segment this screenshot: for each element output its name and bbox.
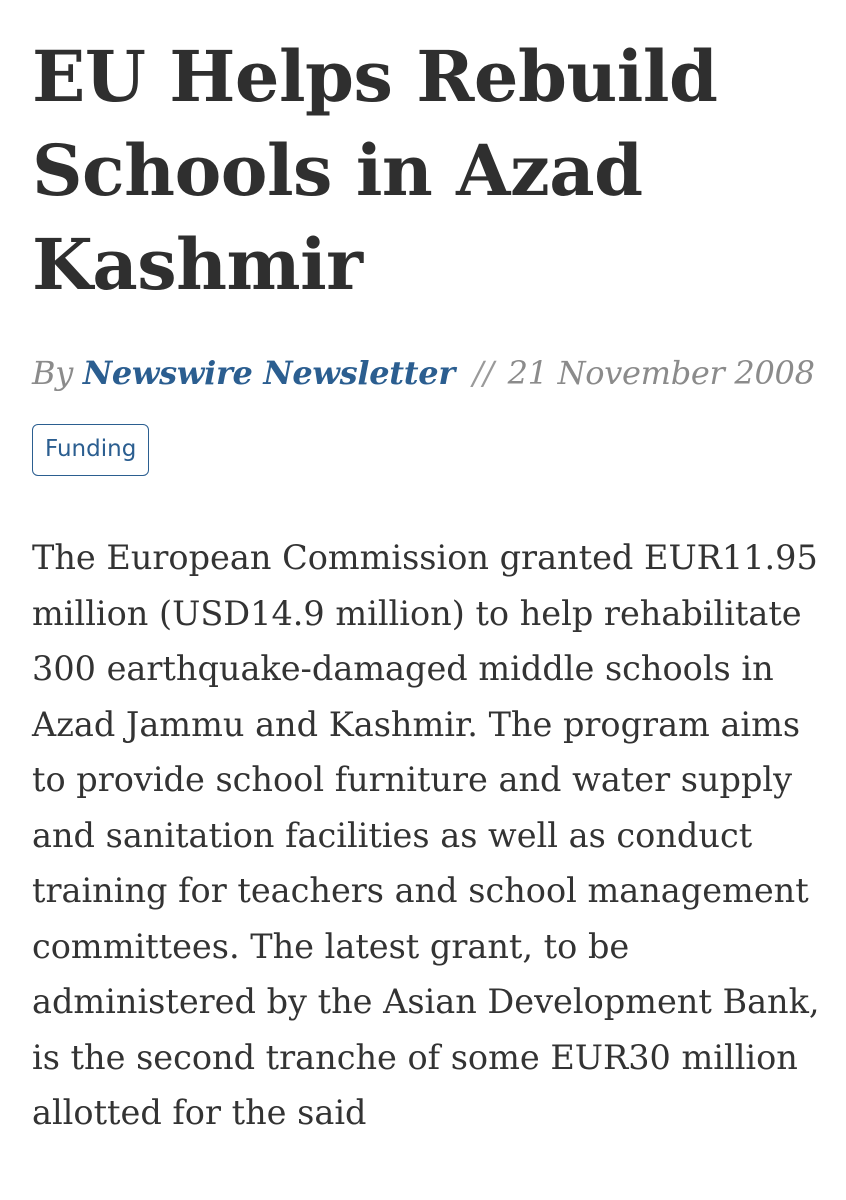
publish-date: 21 November 2008 bbox=[507, 354, 815, 392]
article-title: EU Helps Rebuild Schools in Azad Kashmir bbox=[32, 35, 718, 306]
byline bbox=[32, 354, 832, 392]
tag-list bbox=[32, 424, 832, 478]
byline-separator: // bbox=[472, 354, 494, 392]
byline-prefix: By bbox=[32, 354, 73, 392]
article bbox=[32, 30, 832, 1141]
article-body: The European Commission granted EUR11.95 million (USD14.9 million) to help rehabilitate 300 earthquake-damaged middle schools in Azad Jammu and Kashmir. The program aims to provide school furniture and water supply and sanitation facilities as well as conduct training for teachers and school management committees. The latest grant, to be administered by the Asian Development Bank, is the second tranche of some EUR30 million allotted for the said bbox=[32, 538, 820, 1132]
author-link[interactable]: Newswire Newsletter bbox=[82, 354, 455, 392]
tag-funding[interactable]: Funding bbox=[32, 424, 149, 476]
